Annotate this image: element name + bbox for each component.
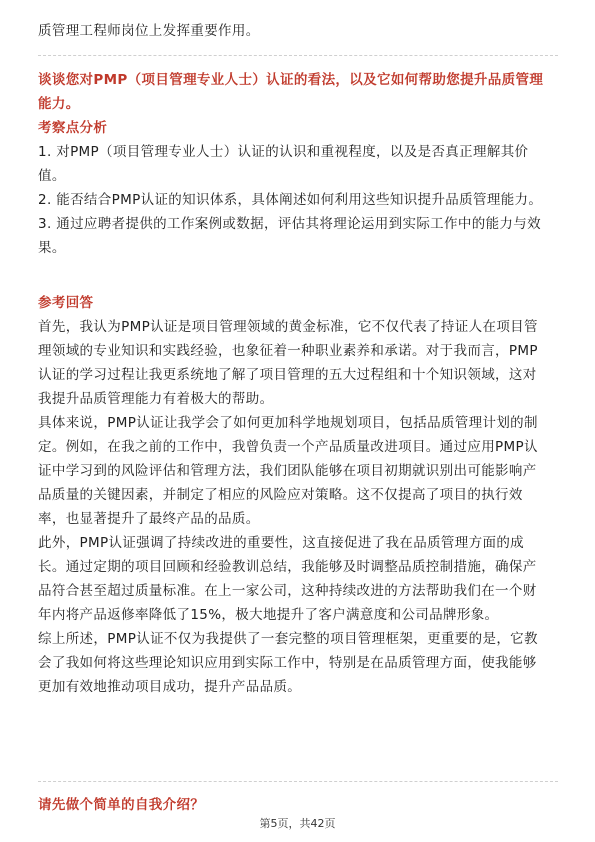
question-block [38, 68, 543, 116]
answer-line: 理领域的专业知识和实践经验，也象征着一种职业素养和承诺。对于我而言，PMP [38, 343, 538, 359]
analysis-line: 1. 对PMP（项目管理专业人士）认证的认识和重视程度，以及是否真正理解其价 [38, 144, 529, 160]
analysis-heading: 考察点分析 [38, 120, 108, 136]
answer-line: 认证的学习过程让我更系统地了解了项目管理的五大过程组和十个知识领域，这对 [38, 367, 537, 383]
answer-heading: 参考回答 [38, 295, 94, 311]
answer-line: 我提升品质管理能力有着极大的帮助。 [38, 391, 274, 407]
answer-line: 长。通过定期的项目回顾和经验教训总结，我能够及时调整品质控制措施，确保产 [38, 559, 537, 575]
answer-line: 具体来说，PMP认证让我学会了如何更加科学地规划项目，包括品质管理计划的制 [38, 415, 538, 431]
answer-line: 品质量的关键因素，并制定了相应的风险应对策略。这不仅提高了项目的执行效 [38, 487, 523, 503]
analysis-line: 值。 [38, 168, 66, 184]
question-line: 能力。 [38, 96, 80, 112]
analysis-block [38, 116, 542, 260]
answer-block [38, 291, 538, 699]
question-block [38, 793, 204, 817]
answer-line: 定。例如，在我之前的工作中，我曾负责一个产品质量改进项目。通过应用PMP认 [38, 439, 538, 455]
analysis-line: 2. 能否结合PMP认证的知识体系，具体阐述如何利用这些知识提升品质管理能力。 [38, 192, 543, 208]
answer-paragraph [38, 315, 538, 411]
answer-line: 首先，我认为PMP认证是项目管理领域的黄金标准，它不仅代表了持证人在项目管 [38, 319, 538, 335]
question-line: 谈谈您对PMP（项目管理专业人士）认证的看法，以及它如何帮助您提升品质管理 [38, 72, 544, 88]
answer-paragraph [38, 411, 538, 531]
answer-line: 证中学习到的风险评估和管理方法，我们团队能够在项目初期就识别出可能影响产 [38, 463, 537, 479]
answer-line: 此外，PMP认证强调了持续改进的重要性，这直接促进了我在品质管理方面的成 [38, 535, 525, 551]
answer-paragraph [38, 531, 538, 627]
answer-line: 率，也显著提升了最终产品的品质。 [38, 511, 260, 527]
answer-line: 综上所述，PMP认证不仅为我提供了一套完整的项目管理框架，更重要的是，它教 [38, 631, 538, 647]
answer-paragraph [38, 627, 538, 699]
analysis-line: 3. 通过应聘者提供的工作案例或数据，评估其将理论运用到实际工作中的能力与效 [38, 216, 541, 232]
answer-line: 会了我如何将这些理论知识应用到实际工作中，特别是在品质管理方面，使我能够 [38, 655, 537, 671]
section-divider [38, 55, 558, 56]
intro-block [38, 19, 260, 43]
answer-line: 年内将产品返修率降低了15%，极大地提升了客户满意度和公司品牌形象。 [38, 607, 499, 623]
analysis-line: 果。 [38, 240, 66, 256]
answer-line: 更加有效地推动项目成功，提升产品品质。 [38, 679, 302, 695]
intro-line: 质管理工程师岗位上发挥重要作用。 [38, 23, 260, 39]
answer-line: 品符合甚至超过质量标准。在上一家公司，这种持续改进的方法帮助我们在一个财 [38, 583, 537, 599]
question-line: 请先做个简单的自我介绍？ [38, 797, 205, 813]
page-footer: 第5页，共42页 [259, 817, 336, 830]
section-divider [38, 781, 558, 782]
